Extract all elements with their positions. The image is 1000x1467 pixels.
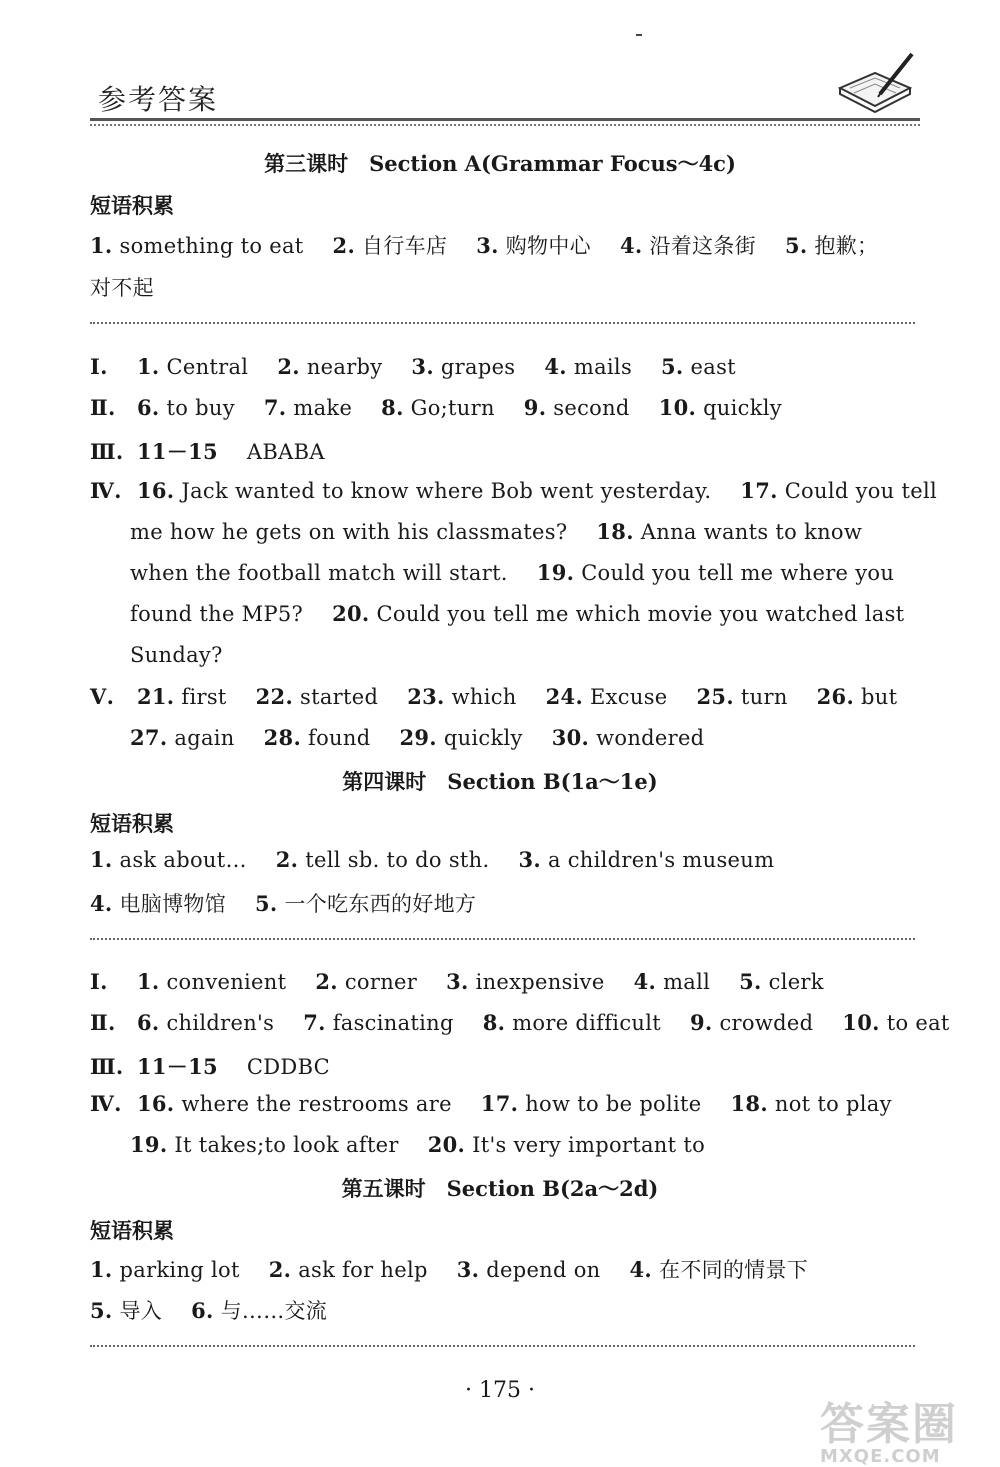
answer-item: 29. quickly [399,725,523,750]
dotted-separator [90,322,915,324]
answer-item: 3. grapes [411,354,516,379]
answer-line [90,478,937,503]
dotted-separator [90,938,915,940]
answer-line [130,519,862,544]
answer-item: 28. found [263,725,371,750]
answer-item: 4. mails [544,354,633,379]
phrase-item: 3. depend on [456,1257,601,1282]
answer-item: 10. quickly [658,395,782,420]
answer-line [130,560,894,585]
answer-item: 19. Could you tell me where you [536,560,895,585]
answer-item: 17. how to be polite [480,1091,702,1116]
roman-numeral: Ⅳ. [90,478,122,503]
answer-item: 16. Jack wanted to know where Bob went yesterday. [136,478,712,503]
answer-item: 26. but [816,684,898,709]
roman-numeral: Ⅲ. [90,439,124,464]
answer-item: 18. Anna wants to know [596,519,863,544]
roman-numeral: Ⅰ. [90,969,108,994]
answer-item: 20. Could you tell me which movie you watched last [332,601,905,626]
answer-item: 27. again [130,725,235,750]
watermark-logo [820,1388,958,1467]
phrase-heading: 短语积累 [90,1219,174,1243]
answer-item: 4. mall [633,969,711,994]
answer-line [90,1010,950,1035]
answer-item: 16. where the restrooms are [136,1091,452,1116]
roman-numeral: Ⅲ. [90,1054,124,1079]
answer-item: 25. turn [696,684,788,709]
phrase-item: 2. ask for help [268,1257,428,1282]
answer-range: 11－15 [136,439,218,464]
phrase-item: 4. 在不同的情景下 [629,1257,809,1282]
answer-item: 5. east [661,354,736,379]
roman-numeral: Ⅰ. [90,354,108,379]
roman-numeral: Ⅱ. [90,1010,116,1035]
roman-numeral: Ⅳ. [90,1091,122,1116]
header-title: 参考答案 [98,83,219,116]
answer-item: found the MP5? [130,602,304,626]
answer-line [90,436,325,466]
answer-line [90,1051,330,1081]
dotted-separator [90,1345,915,1347]
answer-item: when the football match will start. [130,561,508,585]
phrase-item: 3. 购物中心 [476,233,591,258]
answer-item: 9. crowded [689,1010,814,1035]
answer-line [90,395,782,420]
phrase-item: 4. 沿着这条街 [619,233,756,258]
page-number: · 175 · [465,1378,535,1403]
phrase-item: 5. 导入 [90,1298,163,1323]
phrase-item: 5. 一个吃东西的好地方 [255,891,477,916]
phrase-item: 对不起 [90,276,154,300]
answer-item: 23. which [407,684,517,709]
phrase-line [90,847,774,872]
notebook-pen-icon [830,48,920,118]
roman-numeral: Ⅱ. [90,395,116,420]
phrase-item: 5. 抱歉； [784,233,879,258]
lesson-title-5: 第五课时 Section B(2a～2d) [341,1176,659,1201]
answer-item: 17. Could you tell [740,478,937,503]
answer-line [130,1132,705,1157]
answer-item: Sunday? [130,643,223,667]
phrase-line [90,1295,327,1325]
answer-item: 20. It's very important to [427,1132,706,1157]
answer-item: ABABA [246,440,325,464]
header-rule [90,118,920,121]
answer-item: 7. make [263,395,353,420]
answer-line [90,969,824,994]
answer-line [130,643,223,667]
phrase-item: 3. a children's museum [518,847,775,872]
answer-item: me how he gets on with his classmates? [130,520,568,544]
answer-line [90,1091,892,1116]
answer-item: 1. Central [136,354,249,379]
answer-item: 6. to buy [136,395,235,420]
answer-line [90,684,897,709]
header-dotted-rule [90,124,920,126]
answer-item: 19. It takes;to look after [130,1132,399,1157]
answer-item: 1. convenient [136,969,287,994]
answer-item: 2. nearby [277,354,383,379]
lesson-title-3: 第三课时 Section A(Grammar Focus～4c) [264,151,736,176]
answer-item: 30. wondered [551,725,705,750]
answer-item: 18. not to play [730,1091,892,1116]
answer-item: 7. fascinating [303,1010,454,1035]
phrase-line [90,1254,808,1284]
phrase-line [90,272,154,302]
page-header [90,78,920,128]
answer-line [130,601,904,626]
watermark-text: 答案圈 [820,1399,958,1450]
lesson-title-4: 第四课时 Section B(1a～1e) [342,769,658,794]
answer-item: 24. Excuse [545,684,668,709]
answer-item: 6. children's [136,1010,275,1035]
answer-item: 10. to eat [842,1010,950,1035]
answer-item: 21. first [136,684,227,709]
answer-item: 8. more difficult [482,1010,661,1035]
answer-item: CDDBC [246,1055,331,1079]
phrase-line [90,888,476,918]
phrase-item: 2. tell sb. to do sth. [275,847,490,872]
phrase-item: 1. ask about… [90,847,247,872]
answer-line [90,354,736,379]
answer-item: 3. inexpensive [446,969,605,994]
phrase-line [90,230,878,260]
answer-line [130,725,704,750]
answer-item: 2. corner [315,969,418,994]
phrase-item: 4. 电脑博物馆 [90,891,227,916]
answer-range: 11－15 [136,1054,218,1079]
phrase-item: 2. 自行车店 [332,233,448,258]
answer-item: 9. second [523,395,630,420]
phrase-item: 1. something to eat [90,233,304,258]
phrase-item: 6. 与……交流 [191,1298,328,1323]
answer-item: 8. Go;turn [381,395,495,420]
phrase-item: 1. parking lot [90,1257,240,1282]
watermark-url: MXQE.COM [820,1446,941,1467]
phrase-heading: 短语积累 [90,194,174,218]
answer-item: 5. clerk [739,969,824,994]
answer-item: 22. started [255,684,379,709]
phrase-heading: 短语积累 [90,812,174,836]
roman-numeral: Ⅴ. [90,684,115,709]
scan-mark [636,34,642,36]
